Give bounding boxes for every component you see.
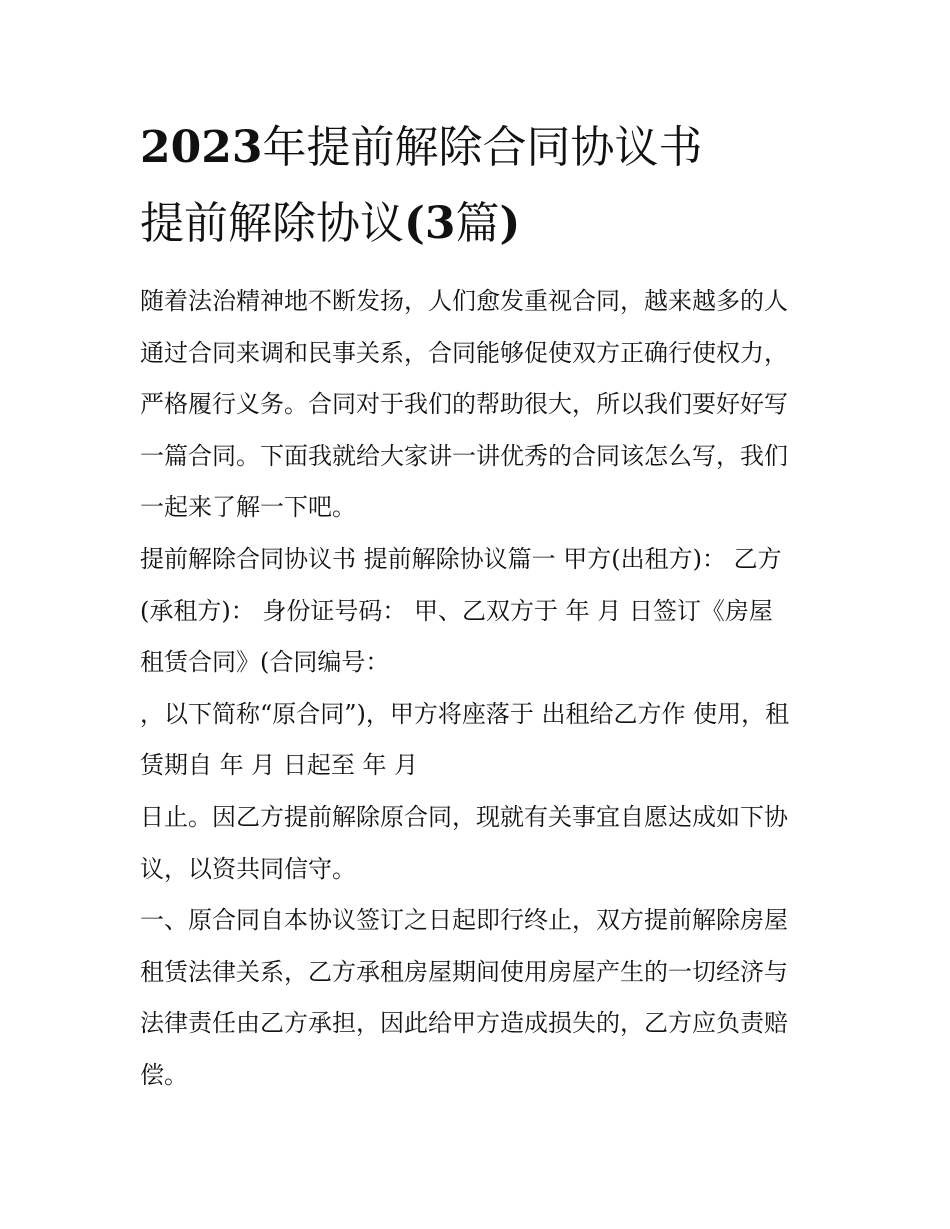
title-count-unit: 篇 bbox=[455, 198, 500, 249]
body-line: 日止。因乙方提前解除原合同，现就有关事宜自愿达成如下协 bbox=[140, 802, 788, 831]
body-line: 随着法治精神地不断发扬，人们愈发重视合同，越来越多的人 bbox=[140, 287, 788, 315]
body-line: 议，以资共同信守。 bbox=[140, 854, 356, 883]
body-line: 通过合同来调和民事关系，合同能够促使双方正确行使权力， bbox=[140, 338, 788, 367]
title-line-1-text: 年提前解除合同协议书 bbox=[262, 122, 703, 173]
title-year: 2023 bbox=[140, 122, 263, 173]
title-count-close: ) bbox=[499, 198, 521, 249]
body-line: 租赁法律关系，乙方承租房屋期间使用房屋产生的一切经济与 bbox=[140, 957, 788, 986]
body-line: 赁期自 年 月 日起至 年 月 bbox=[140, 751, 419, 780]
body-line: 租赁合同》(合同编号： bbox=[140, 648, 390, 677]
document-title-line-2 bbox=[140, 198, 830, 250]
body-line: 提前解除合同协议书 提前解除协议篇一 甲方(出租方)： 乙方 bbox=[140, 544, 782, 573]
title-line-2-text: 提前解除协议 bbox=[140, 198, 404, 249]
document-title-line-1 bbox=[140, 122, 830, 174]
body-line: 一起来了解一下吧。 bbox=[140, 493, 356, 522]
body-line: 法律责任由乙方承担，因此给甲方造成损失的，乙方应负责赔 bbox=[140, 1009, 788, 1038]
document-body bbox=[140, 276, 815, 1102]
body-line: 一、原合同自本协议签订之日起即行终止，双方提前解除房屋 bbox=[140, 906, 788, 935]
body-line: (承租方)： 身份证号码： 甲、乙双方于 年 月 日签订《房屋 bbox=[140, 596, 773, 625]
body-line: ，以下简称“原合同”)，甲方将座落于 出租给乙方作 使用，租 bbox=[140, 699, 790, 728]
title-count-open: (3 bbox=[404, 198, 456, 249]
body-line: 偿。 bbox=[140, 1060, 188, 1089]
body-line: 严格履行义务。合同对于我们的帮助很大，所以我们要好好写 bbox=[140, 390, 788, 419]
body-line: 一篇合同。下面我就给大家讲一讲优秀的合同该怎么写，我们 bbox=[140, 441, 788, 470]
